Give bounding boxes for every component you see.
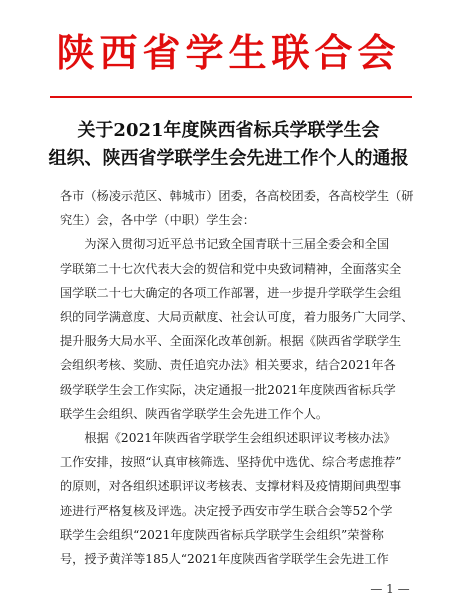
organization-header: 陕西省学生联合会 [56,30,401,75]
body-line: 迹进行严格复核及评选。决定授予西安市学生联合会等52个学 [60,503,393,518]
body-line: 为深入贯彻习近平总书记致全国青联十三届全委会和全国 [60,237,390,252]
body-line: 学联第二十七次代表大会的贺信和党中央致词精神，全面落实全 [60,261,402,276]
page-number: — 1 — [370,582,410,596]
body-line: 号，授予黄洋等185人“2021年度陕西省学联学生会先进工作 [60,552,389,566]
document-title-line-2: 组织、陕西省学联学生会先进工作个人的通报 [48,148,409,169]
body-line: 各市（杨凌示范区、韩城市）团委，各高校团委，各高校学生（研 [60,189,414,203]
header-red-rule [50,96,412,98]
body-line: 的原则，对各组织述职评议考核表、支撑材料及疫情期间典型事 [60,479,402,494]
body-line: 根据《2021年陕西省学联学生会组织述职评议考核办法》 [60,431,396,445]
body-line: 联学生会组织“2021年度陕西省标兵学联学生会组织”荣誉称 [60,527,384,542]
body-line: 工作安排，按照“认真审核筛选、坚持优中选优、综合考虑推荐” [60,455,402,470]
body-line: 会组织考核、奖励、责任追究办法》相关要求，结合2021年各 [60,358,396,373]
body-line: 织的同学满意度、大局贡献度、社会认可度，着力服务广大同学、 [60,310,414,324]
body-line: 联学生会组织、陕西省学联学生会先进工作个人。 [60,406,329,421]
body-line: 级学联学生会工作实际，决定通报一批2021年度陕西省标兵学 [60,382,396,397]
body-line: 提升服务大局水平、全面深化改革创新。根据《陕西省学联学生 [60,334,402,349]
body-line: 国学联二十七大确定的各项工作部署，进一步提升学联学生会组 [60,285,402,300]
document-title-line-1: 关于2021年度陕西省标兵学联学生会 [77,120,380,141]
body-line: 究生）会，各中学（中职）学生会： [60,213,255,228]
